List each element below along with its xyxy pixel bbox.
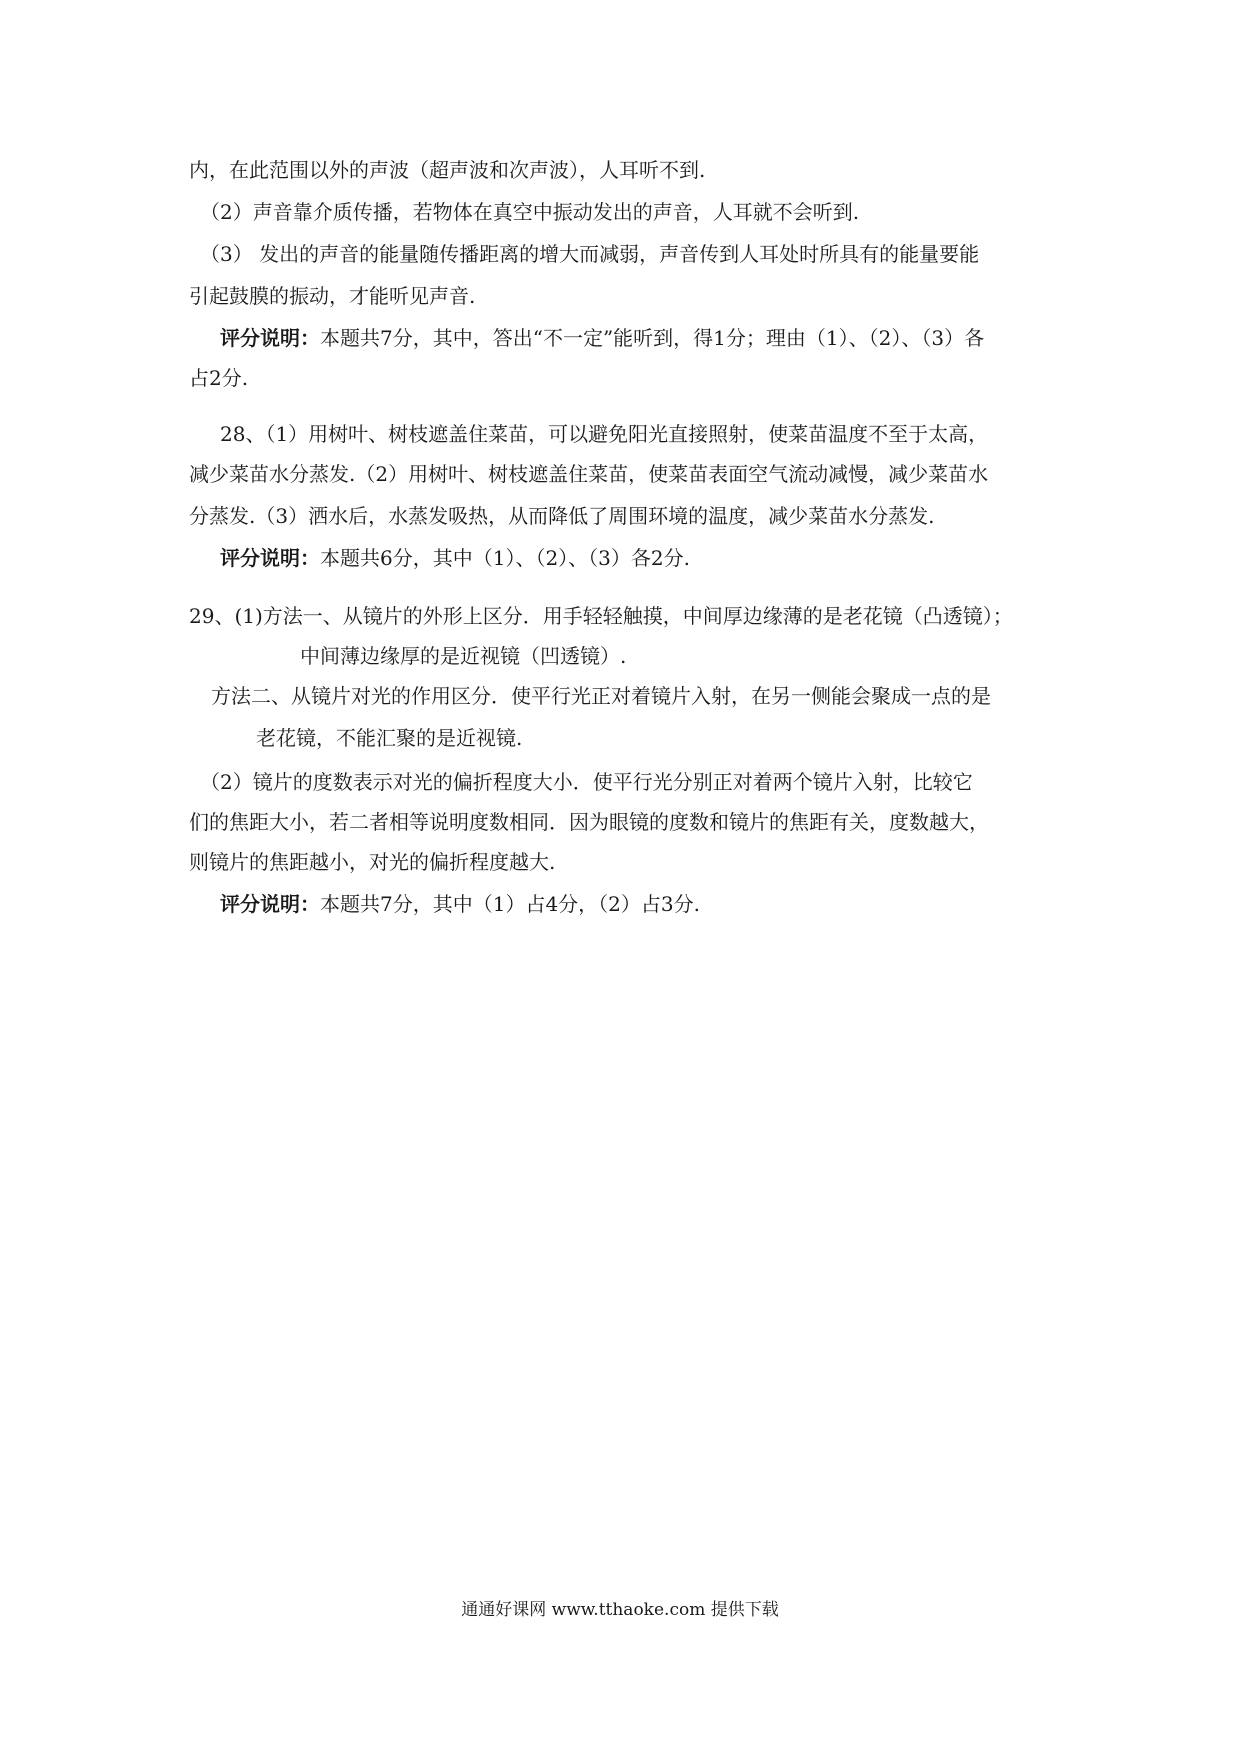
s27-line2: （2）声音靠介质传播，若物体在真空中振动发出的声音，人耳就不会听到. bbox=[200, 200, 860, 224]
s29-line2: 中间薄边缘厚的是近视镜（凹透镜）. bbox=[300, 644, 627, 668]
s28-scoring bbox=[220, 544, 690, 572]
s27-scoring-text: 本题共7分，其中，答出“不一定”能听到，得1分；理由（1）、（2）、（3）各 bbox=[320, 326, 985, 350]
s29-line7: 则镜片的焦距越小，对光的偏折程度越大. bbox=[189, 850, 556, 874]
s27-line1: 内，在此范围以外的声波（超声波和次声波），人耳听不到. bbox=[189, 158, 706, 182]
s27-scoring bbox=[220, 324, 984, 352]
s28-line1: 28、（1）用树叶、树枝遮盖住菜苗，可以避免阳光直接照射，使菜苗温度不至于太高， bbox=[220, 422, 989, 446]
s29-line4: 老花镜，不能汇聚的是近视镜. bbox=[256, 726, 523, 750]
s29-line3: 方法二、从镜片对光的作用区分．使平行光正对着镜片入射，在另一侧能会聚成一点的是 bbox=[211, 684, 991, 708]
s28-line3: 分蒸发.（3）洒水后，水蒸发吸热，从而降低了周围环境的温度，减少菜苗水分蒸发. bbox=[189, 504, 935, 528]
s28-line2: 减少菜苗水分蒸发.（2）用树叶、树枝遮盖住菜苗，使菜苗表面空气流动减慢，减少菜苗水 bbox=[189, 462, 989, 486]
s29-scoring-text: 本题共7分，其中（1）占4分，（2）占3分. bbox=[320, 892, 700, 916]
s29-scoring bbox=[220, 890, 700, 918]
footer-download-notice: 通通好课网 www.tthaoke.com 提供下载 bbox=[461, 1600, 779, 1620]
s27-scoring-line2: 占2分. bbox=[189, 366, 249, 390]
s28-scoring-text: 本题共6分，其中（1）、（2）、（3）各2分. bbox=[320, 546, 690, 570]
s27-line3: （3） 发出的声音的能量随传播距离的增大而减弱，声音传到人耳处时所具有的能量要能 bbox=[200, 242, 980, 266]
s29-scoring-label: 评分说明： bbox=[220, 892, 320, 916]
s28-scoring-label: 评分说明： bbox=[220, 546, 320, 570]
s27-scoring-label: 评分说明： bbox=[220, 326, 320, 350]
s27-line4: 引起鼓膜的振动，才能听见声音. bbox=[189, 284, 476, 308]
s29-line6: 们的焦距大小，若二者相等说明度数相同．因为眼镜的度数和镜片的焦距有关，度数越大， bbox=[189, 810, 989, 834]
s29-line1: 29、(1)方法一、从镜片的外形上区分．用手轻轻触摸，中间厚边缘薄的是老花镜（凸透镜）； bbox=[189, 604, 1013, 628]
s29-line5: （2）镜片的度数表示对光的偏折程度大小．使平行光分别正对着两个镜片入射，比较它 bbox=[200, 770, 973, 794]
